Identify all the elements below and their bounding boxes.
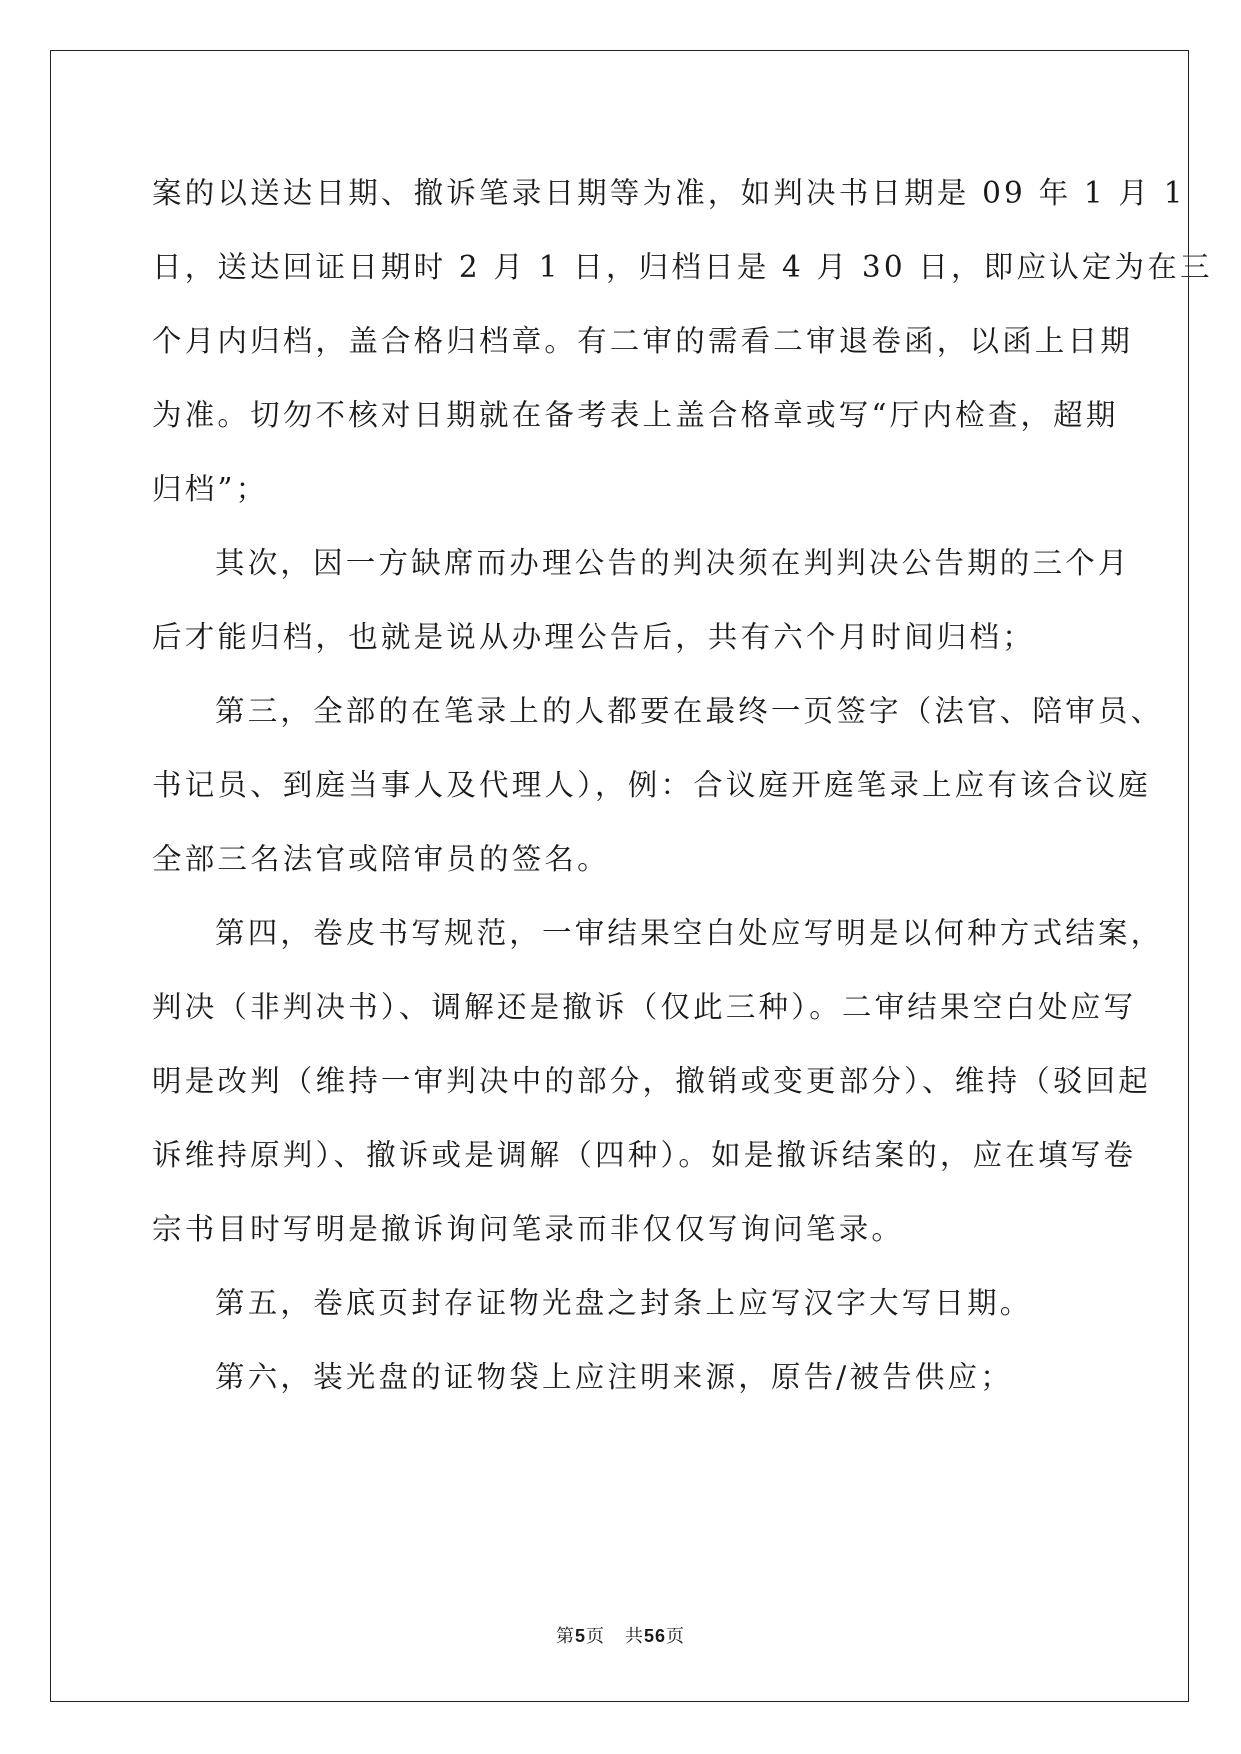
page-number: 5	[574, 1626, 586, 1646]
text-line: 宗书目时写明是撤诉询问笔录而非仅仅写询问笔录。	[152, 1212, 905, 1246]
total-suffix: 页	[666, 1626, 686, 1647]
page-footer	[0, 1622, 1241, 1648]
text-line: 后才能归档，也就是说从办理公告后，共有六个月时间归档；	[152, 620, 1035, 654]
text-line: 全部三名法官或陪审员的签名。	[152, 842, 610, 876]
text-line: 为准。切勿不核对日期就在备考表上盖合格章或写“厅内检查，超期	[152, 398, 1119, 432]
text-line: 明是改判（维持一审判决中的部分，撤销或变更部分）、维持（驳回起	[152, 1064, 1151, 1098]
paragraph-start-line: 第三，全部的在笔录上的人都要在最终一页签字（法官、陪审员、	[215, 694, 1164, 728]
page-suffix: 页	[585, 1626, 605, 1647]
paragraph-start-line: 第四，卷皮书写规范，一审结果空白处应写明是以何种方式结案，	[215, 916, 1164, 950]
paragraph-start-line: 其次，因一方缺席而办理公告的判决须在判判决公告期的三个月	[215, 546, 1131, 580]
document-body	[152, 156, 1213, 1414]
text-line: 归档”；	[152, 472, 269, 506]
text-line: 诉维持原判）、撤诉或是调解（四种）。如是撤诉结案的，应在填写卷	[152, 1138, 1137, 1172]
paragraph-start-line: 第六，装光盘的证物袋上应注明来源，原告/被告供应；	[215, 1360, 1013, 1394]
page-prefix: 第	[555, 1626, 575, 1647]
total-prefix: 共	[624, 1626, 644, 1647]
paragraph-start-line: 第五，卷底页封存证物光盘之封条上应写汉字大写日期。	[215, 1286, 1033, 1320]
text-line: 案的以送达日期、撤诉笔录日期等为准，如判决书日期是 09 年 1 月 1	[152, 176, 1186, 210]
text-line: 日，送达回证日期时 2 月 1 日，归档日是 4 月 30 日，即应认定为在三	[152, 250, 1213, 284]
total-pages: 56	[643, 1626, 667, 1646]
text-line: 判决（非判决书）、调解还是撤诉（仅此三种）。二审结果空白处应写	[152, 990, 1137, 1024]
text-line: 个月内归档，盖合格归档章。有二审的需看二审退卷函，以函上日期	[152, 324, 1134, 358]
text-line: 书记员、到庭当事人及代理人），例：合议庭开庭笔录上应有该合议庭	[152, 768, 1151, 802]
